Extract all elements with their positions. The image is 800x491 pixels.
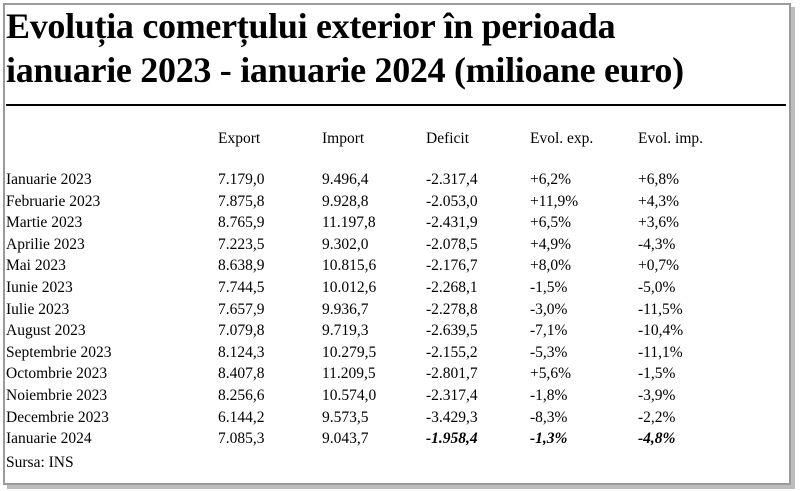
row-label: Octombrie 2023 — [6, 365, 108, 383]
import-cell: 10.279,5 — [322, 343, 377, 361]
header-row — [6, 127, 738, 151]
row-label: August 2023 — [6, 322, 86, 340]
export-cell: 8.638,9 — [218, 257, 265, 275]
export-cell: 8.256,6 — [218, 386, 265, 404]
import-cell: 9.302,0 — [322, 235, 369, 253]
deficit-cell: -2.278,8 — [426, 300, 478, 318]
evol-exp-cell: -8,3% — [530, 408, 568, 426]
evol-exp-cell: -5,3% — [530, 343, 568, 361]
table-row — [6, 234, 738, 256]
deficit-cell: -2.268,1 — [426, 278, 478, 296]
deficit-cell: -2.431,9 — [426, 214, 478, 232]
row-label: Mai 2023 — [6, 257, 66, 275]
evol-exp-cell: +5,6% — [530, 365, 572, 383]
row-label: Iunie 2023 — [6, 278, 73, 296]
import-cell: 9.928,8 — [322, 192, 369, 210]
import-cell: 11.197,8 — [322, 214, 376, 232]
export-cell: 7.875,8 — [218, 192, 265, 210]
row-label: Septembrie 2023 — [6, 343, 112, 361]
evol-imp-cell: -11,1% — [638, 343, 683, 361]
export-cell: 6.144,2 — [218, 408, 265, 426]
row-label: Ianuarie 2023 — [6, 171, 92, 188]
import-cell: 10.574,0 — [322, 386, 377, 404]
source-note: Sursa: INS — [6, 454, 74, 471]
evol-exp-cell: -7,1% — [530, 322, 568, 340]
import-cell: 9.573,5 — [322, 408, 369, 426]
deficit-cell: -1.958,4 — [426, 430, 478, 448]
import-cell: 9.936,7 — [322, 300, 369, 318]
import-cell: 10.012,6 — [322, 278, 377, 296]
table-row — [6, 342, 738, 364]
evol-imp-cell: -5,0% — [638, 278, 676, 296]
title-divider — [6, 104, 786, 106]
table-row — [6, 169, 738, 191]
table-body — [6, 169, 738, 450]
header-evol-imp: Evol. imp. — [638, 130, 704, 147]
row-label: Aprilie 2023 — [6, 235, 85, 253]
row-label: Iulie 2023 — [6, 300, 70, 318]
evol-imp-cell: +3,6% — [638, 214, 680, 232]
deficit-cell: -2.801,7 — [426, 365, 478, 383]
evol-imp-cell: -3,9% — [638, 386, 676, 404]
evol-imp-cell: -11,5% — [638, 300, 683, 318]
evol-exp-cell: +6,5% — [530, 214, 572, 232]
title-line-1: Evoluția comerțului exterior în perioada — [6, 6, 616, 46]
evol-exp-cell: +6,2% — [530, 171, 572, 188]
export-cell: 8.407,8 — [218, 365, 265, 383]
evol-exp-cell: -3,0% — [530, 300, 568, 318]
row-label: Noiembrie 2023 — [6, 386, 108, 404]
header-gap — [6, 151, 738, 169]
evol-exp-cell: +8,0% — [530, 257, 572, 275]
header-deficit: Deficit — [426, 130, 470, 147]
evol-imp-cell: -4,3% — [638, 235, 676, 253]
deficit-cell: -2.078,5 — [426, 235, 478, 253]
row-label: Ianuarie 2024 — [6, 430, 92, 448]
deficit-cell: -2.155,2 — [426, 343, 478, 361]
evol-imp-cell: -1,5% — [638, 365, 676, 383]
import-cell: 11.209,5 — [322, 365, 376, 383]
header-export: Export — [218, 130, 261, 147]
import-cell: 9.496,4 — [322, 171, 369, 188]
export-cell: 7.179,0 — [218, 171, 265, 188]
deficit-cell: -3.429,3 — [426, 408, 478, 426]
table-row — [6, 299, 738, 321]
table-row — [6, 191, 738, 213]
row-label: Decembrie 2023 — [6, 408, 109, 426]
evol-exp-cell: -1,5% — [530, 278, 568, 296]
table-row — [6, 320, 738, 342]
import-cell: 10.815,6 — [322, 257, 377, 275]
evol-imp-cell: +4,3% — [638, 192, 680, 210]
table-row — [6, 428, 738, 450]
table-row — [6, 363, 738, 385]
table-row — [6, 277, 738, 299]
export-cell: 7.744,5 — [218, 278, 265, 296]
table-row — [6, 212, 738, 234]
import-cell: 9.719,3 — [322, 322, 369, 340]
deficit-cell: -2.639,5 — [426, 322, 478, 340]
export-cell: 7.079,8 — [218, 322, 265, 340]
row-label: Februarie 2023 — [6, 192, 101, 210]
table-row — [6, 385, 738, 407]
row-label: Martie 2023 — [6, 214, 83, 232]
evol-exp-cell: +4,9% — [530, 235, 572, 253]
export-cell: 8.765,9 — [218, 214, 265, 232]
deficit-cell: -2.053,0 — [426, 192, 478, 210]
evol-imp-cell: +0,7% — [638, 257, 680, 275]
export-cell: 8.124,3 — [218, 343, 265, 361]
export-cell: 7.085,3 — [218, 430, 265, 448]
page-title — [6, 4, 786, 92]
deficit-cell: -2.317,4 — [426, 386, 478, 404]
import-cell: 9.043,7 — [322, 430, 369, 448]
export-cell: 7.657,9 — [218, 300, 265, 318]
evol-imp-cell: +6,8% — [638, 171, 680, 188]
table-row — [6, 255, 738, 277]
evol-imp-cell: -4,8% — [638, 430, 676, 448]
header-evol-exp: Evol. exp. — [530, 130, 594, 147]
export-cell: 7.223,5 — [218, 235, 265, 253]
evol-exp-cell: +11,9% — [530, 192, 579, 210]
table-row — [6, 407, 738, 429]
header-label — [6, 127, 218, 151]
title-line-2: ianuarie 2023 - ianuarie 2024 (milioane euro) — [6, 50, 684, 90]
deficit-cell: -2.176,7 — [426, 257, 478, 275]
evol-exp-cell: -1,8% — [530, 386, 568, 404]
evol-imp-cell: -10,4% — [638, 322, 684, 340]
deficit-cell: -2.317,4 — [426, 171, 478, 188]
trade-table — [6, 127, 738, 450]
evol-imp-cell: -2,2% — [638, 408, 676, 426]
header-import: Import — [322, 130, 365, 147]
evol-exp-cell: -1,3% — [530, 430, 568, 448]
